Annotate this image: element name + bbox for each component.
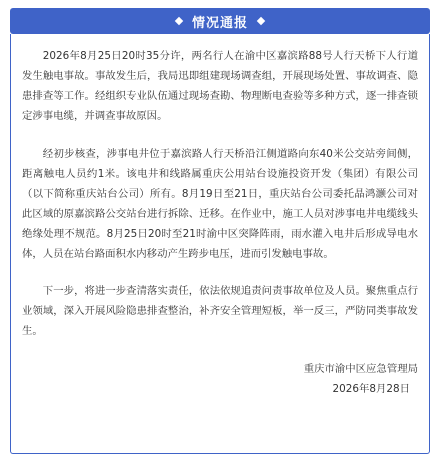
diamond-left-icon (175, 17, 183, 25)
notice-title: 情况通报 (191, 15, 248, 31)
paragraph-findings: 经初步核查，涉事电井位于嘉滨路人行天桥沿江侧道路向东40米公交站旁间侧，距离触电人员约1米。该电井和线路属重庆公用站台设施投资开发（集团）有限公司（以下简称重庆站台公司）所有。8月19日至21日，重庆站台公司委托晶鸿灏公司对此区域的原嘉滨路公交站台进行拆除、迁移。在作业中，施工人员对涉事电井电缆线头绝缘处理不规范。8月25日20时至21时渝中区突降阵雨，雨水灌入电井后形成导电水体，人员在站台路面积水内移动产生跨步电压，进而引发触电事故。 (22, 148, 418, 260)
issuer-signature: 重庆市渝中区应急管理局 (303, 363, 418, 375)
diamond-right-icon (257, 17, 265, 25)
header-banner (10, 8, 430, 34)
paragraph-next-steps: 下一步，将进一步查清落实责任，依法依规追责问责事故单位及人员。聚焦重点行业领域，深入开展风险隐患排查整治，补齐安全管理短板，举一反三，严防同类事故发生。 (22, 285, 418, 337)
notice-body-frame (10, 34, 430, 454)
issue-date: 2026年8月28日 (332, 383, 410, 395)
paragraph-incident: 2026年8月25日20时35分许，两名行人在渝中区嘉滨路88号人行天桥下人行道发生触电事故。事故发生后，我局迅即组建现场调查组，开展现场处置、事故调查、隐患排查等工作。经组织专业队伍通过现场查勘、物理断电查验等多种方式，逐一排查锁定涉事电缆，并调查事故原因。 (22, 50, 418, 122)
